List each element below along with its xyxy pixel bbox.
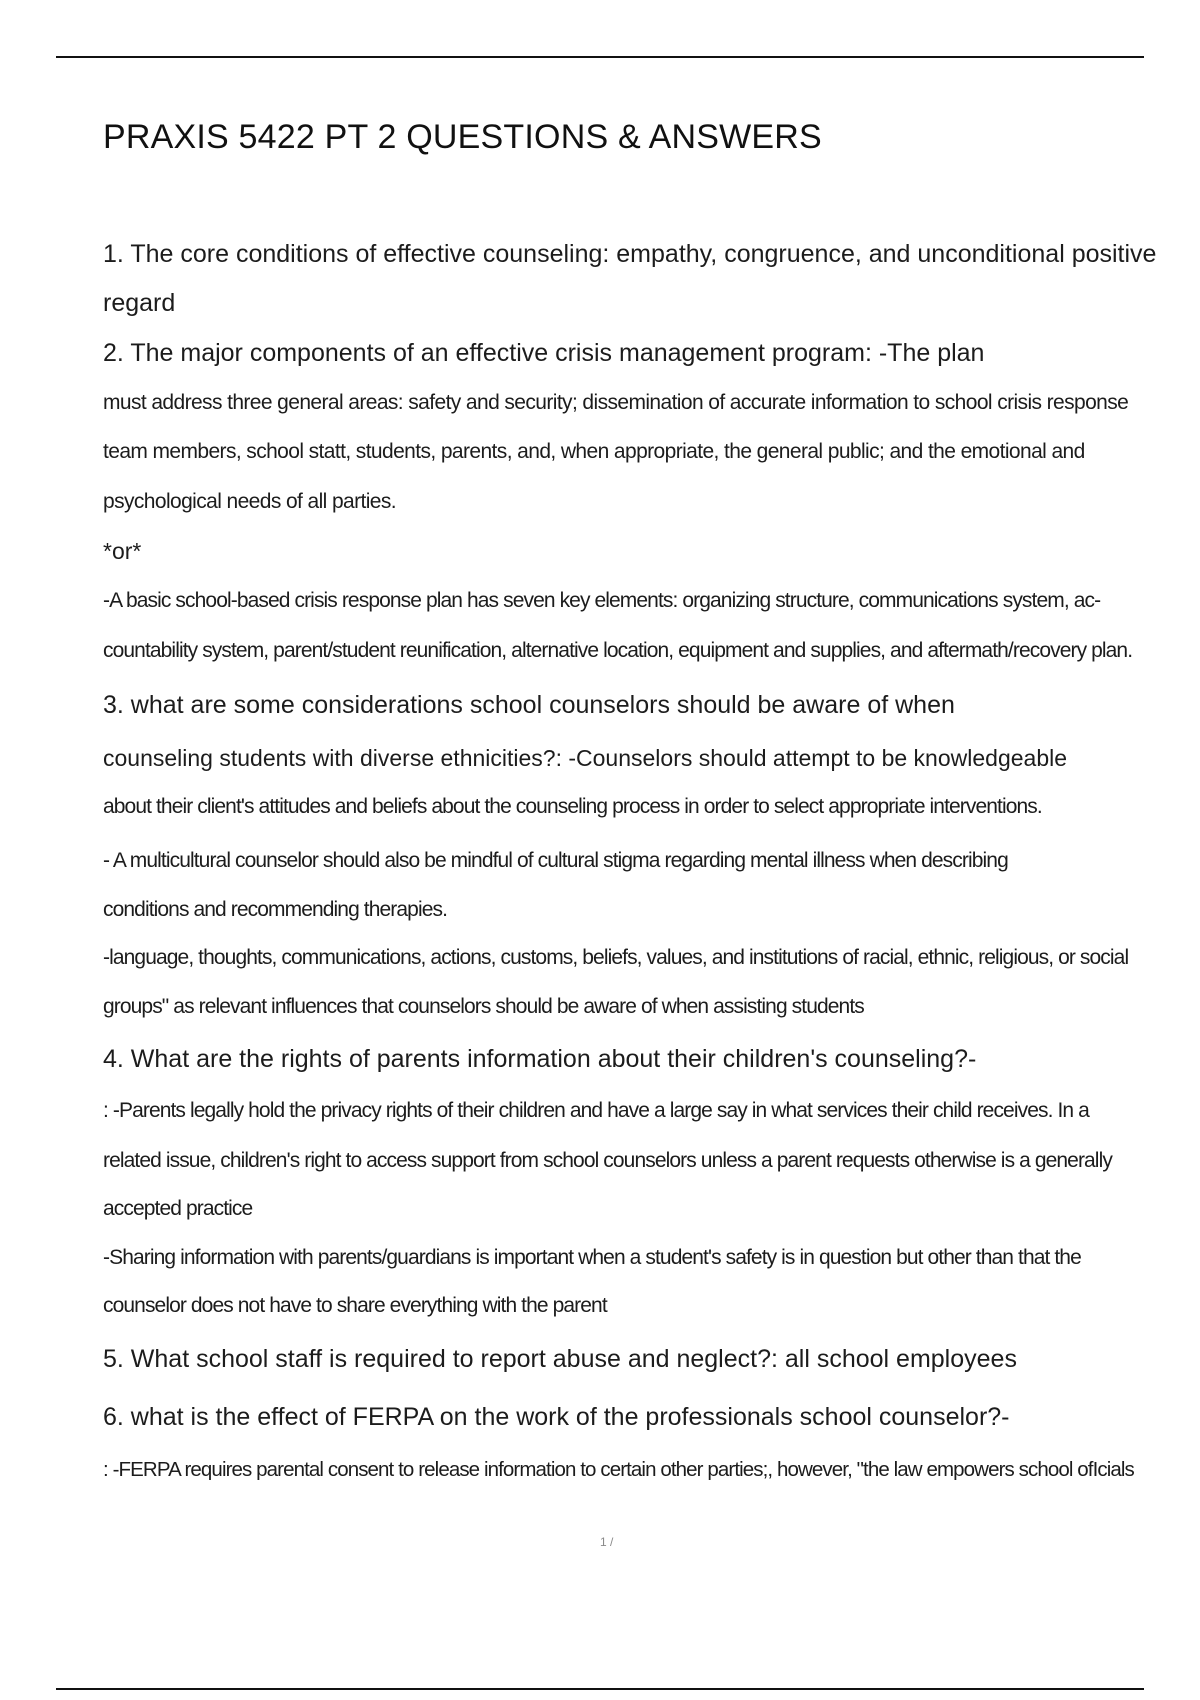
q3-line-5: conditions and recommending therapies. — [103, 898, 448, 921]
q4-line-4: accepted practice — [103, 1197, 253, 1220]
q3-line-7: groups" as relevant influences that counselors should be aware of when assisting students — [103, 995, 864, 1018]
q4-line-3: related issue, children's right to access support from school counselors unless a parent requests otherwise is a generally — [103, 1149, 1112, 1172]
q2-line-4: psychological needs of all parties. — [103, 490, 397, 513]
q4-line-2: : -Parents legally hold the privacy rights of their children and have a large say in what services their child receives. In a — [103, 1099, 1089, 1122]
q4-line-6: counselor does not have to share everything with the parent — [103, 1294, 607, 1317]
q2-line-2: must address three general areas: safety and security; dissemination of accurate information to school crisis response — [103, 391, 1129, 414]
q3-line-1: 3. what are some considerations school counselors should be aware of when — [103, 691, 955, 719]
q2-line-3: team members, school statt, students, parents, and, when appropriate, the general public; and the emotional and — [103, 440, 1085, 463]
q1-line-2: regard — [103, 289, 176, 317]
q5-line-1: 5. What school staff is required to report abuse and neglect?: all school employees — [103, 1345, 1017, 1373]
page-number: 1 / — [600, 1535, 614, 1549]
q2-line-5: -A basic school-based crisis response plan has seven key elements: organizing structure, communications system, ac- — [103, 589, 1101, 612]
q3-line-3: about their client's attitudes and beliefs about the counseling process in order to select appropriate interventions. — [103, 795, 1042, 818]
q6-line-2: : -FERPA requires parental consent to release information to certain other parties;, however, "the law empowers school ofIcials — [103, 1458, 1134, 1481]
q2-line-1: 2. The major components of an effective crisis management program: -The plan — [103, 339, 985, 367]
top-rule — [56, 56, 1144, 58]
q2-or: *or* — [103, 538, 142, 564]
q4-line-1: 4. What are the rights of parents information about their children's counseling?- — [103, 1045, 977, 1073]
q2-line-6: countability system, parent/student reunification, alternative location, equipment and supplies, and aftermath/recovery plan. — [103, 639, 1133, 662]
page-title: PRAXIS 5422 PT 2 QUESTIONS & ANSWERS — [103, 118, 822, 156]
q3-line-2: counseling students with diverse ethnicities?: -Counselors should attempt to be knowledgeable — [103, 745, 1068, 771]
q3-line-6: -language, thoughts, communications, actions, customs, beliefs, values, and institutions of racial, ethnic, religious, or social — [103, 946, 1129, 969]
q6-line-1: 6. what is the effect of FERPA on the work of the professionals school counselor?- — [103, 1403, 1010, 1431]
q4-line-5: -Sharing information with parents/guardians is important when a student's safety is in question but other than that the — [103, 1246, 1081, 1269]
q3-line-4: - A multicultural counselor should also be mindful of cultural stigma regarding mental illness when describing — [103, 849, 1008, 872]
bottom-rule — [56, 1688, 1144, 1690]
q1-line-1: 1. The core conditions of effective counseling: empathy, congruence, and unconditional positive — [103, 240, 1157, 268]
